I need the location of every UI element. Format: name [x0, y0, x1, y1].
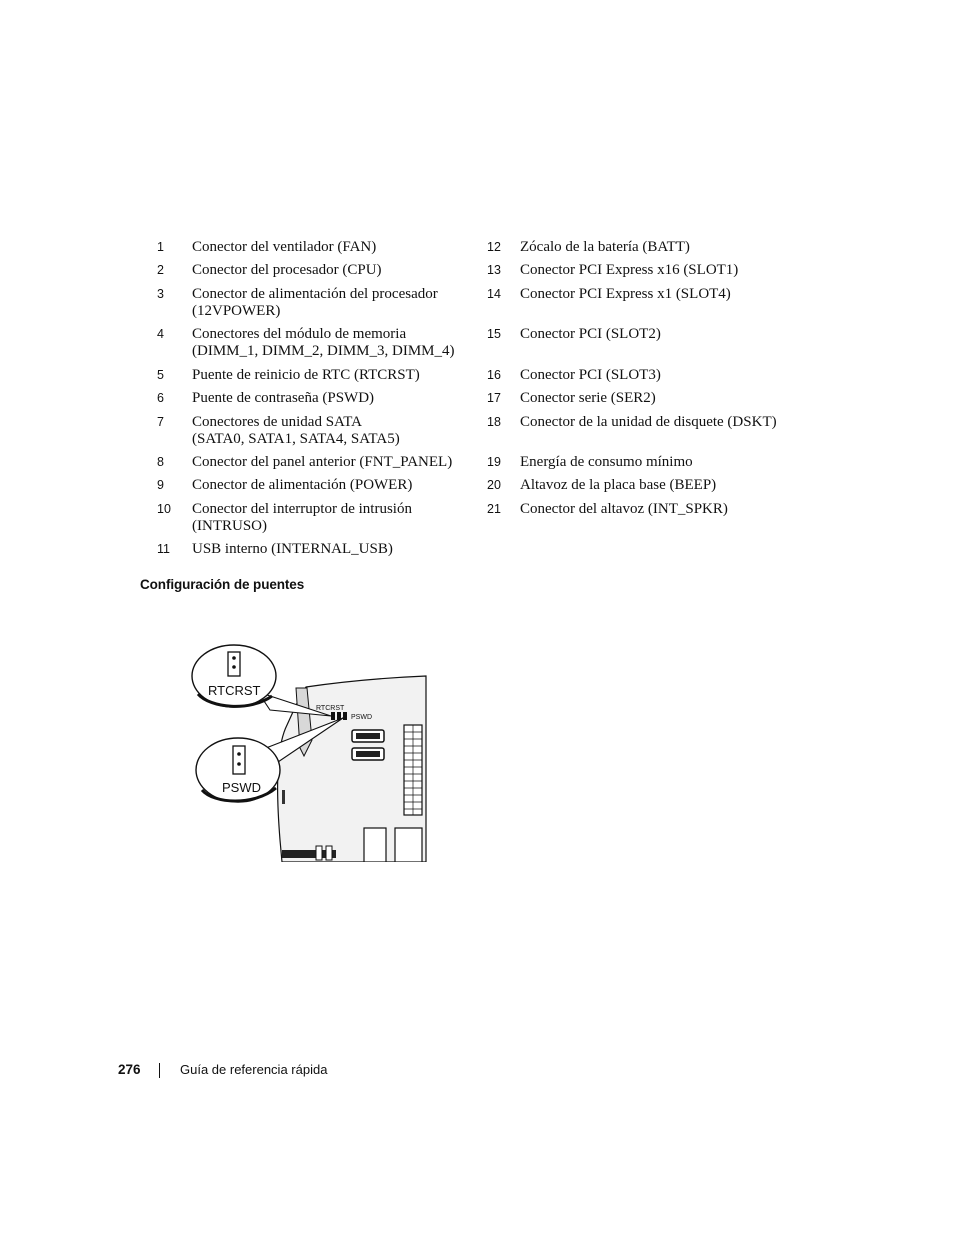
legend-text: Conector PCI Express x1 (SLOT4): [520, 286, 731, 302]
jumper-pin: [237, 752, 241, 756]
jumper-figure: [190, 640, 430, 862]
legend-number: 14: [487, 287, 501, 301]
page-number: 276: [118, 1062, 141, 1077]
rtcrst-jumper: [331, 712, 335, 720]
legend-text: Conector del ventilador (FAN): [192, 239, 377, 255]
legend-text: Conector serie (SER2): [520, 390, 656, 406]
rtcrst-callout-label: RTCRST: [208, 683, 261, 698]
pswd-board-label: PSWD: [351, 714, 372, 721]
legend-text: Altavoz de la placa base (BEEP): [520, 477, 717, 493]
legend-text: Conector del interruptor de intrusión (INTRUSO): [192, 501, 412, 534]
legend-text: Conectores del módulo de memoria (DIMM_1, DIMM_2, DIMM_3, DIMM_4): [192, 326, 455, 359]
legend-number: 15: [487, 327, 501, 341]
legend-number: 2: [157, 263, 164, 277]
board-bottom-tab: [326, 846, 332, 860]
legend-text: Puente de reinicio de RTC (RTCRST): [192, 367, 420, 383]
pswd-jumper: [343, 712, 347, 720]
section-heading: Configuración de puentes: [140, 577, 305, 592]
footer-separator: [159, 1063, 160, 1078]
legend-number: 18: [487, 415, 501, 429]
dimm-slot: [364, 828, 386, 862]
motherboard-illustration: [190, 640, 430, 862]
pswd-jumper-detail: [233, 746, 245, 774]
legend-number: 7: [157, 415, 164, 429]
legend-number: 5: [157, 368, 164, 382]
legend-text: Conector de alimentación del procesador (12VPOWER): [192, 286, 438, 319]
legend-number: 21: [487, 502, 501, 516]
legend-number: 4: [157, 327, 164, 341]
legend-number: 6: [157, 391, 164, 405]
dimm-slot: [395, 828, 422, 862]
footer-title: Guía de referencia rápida: [180, 1062, 328, 1077]
legend-number: 16: [487, 368, 501, 382]
legend-text: Conector PCI Express x16 (SLOT1): [520, 262, 739, 278]
jumper-pin: [232, 656, 236, 660]
legend-number: 13: [487, 263, 501, 277]
legend-text: Zócalo de la batería (BATT): [520, 239, 690, 255]
legend-text: USB interno (INTERNAL_USB): [192, 541, 393, 557]
legend-text: Conector del procesador (CPU): [192, 262, 382, 278]
board-bottom-tab: [316, 846, 322, 860]
legend-number: 12: [487, 240, 501, 254]
rtcrst-board-label: RTCRST: [316, 705, 345, 712]
legend-text: Conector PCI (SLOT3): [520, 367, 661, 383]
legend-number: 17: [487, 391, 501, 405]
legend-text: Conectores de unidad SATA (SATA0, SATA1, SATA4, SATA5): [192, 414, 400, 447]
pswd-callout-label: PSWD: [222, 780, 261, 795]
legend-text: Conector del altavoz (INT_SPKR): [520, 501, 728, 517]
legend-number: 11: [157, 542, 170, 556]
legend-number: 10: [157, 502, 171, 516]
legend-number: 1: [157, 240, 164, 254]
legend-number: 9: [157, 478, 164, 492]
legend-number: 3: [157, 287, 164, 301]
sata-connector-inner: [356, 751, 380, 757]
jumper-pin: [232, 665, 236, 669]
sata-connector-inner: [356, 733, 380, 739]
legend-number: 8: [157, 455, 164, 469]
legend-text: Energía de consumo mínimo: [520, 454, 693, 470]
legend-text: Conector PCI (SLOT2): [520, 326, 661, 342]
legend-text: Puente de contraseña (PSWD): [192, 390, 375, 406]
legend-text: Conector del panel anterior (FNT_PANEL): [192, 454, 453, 470]
legend-number: 20: [487, 478, 501, 492]
rtcrst-jumper-detail: [228, 652, 240, 676]
legend-text: Conector de la unidad de disquete (DSKT): [520, 414, 777, 430]
legend-number: 19: [487, 455, 501, 469]
jumper-pin: [237, 762, 241, 766]
board-mark: [282, 790, 285, 804]
legend-text: Conector de alimentación (POWER): [192, 477, 413, 493]
